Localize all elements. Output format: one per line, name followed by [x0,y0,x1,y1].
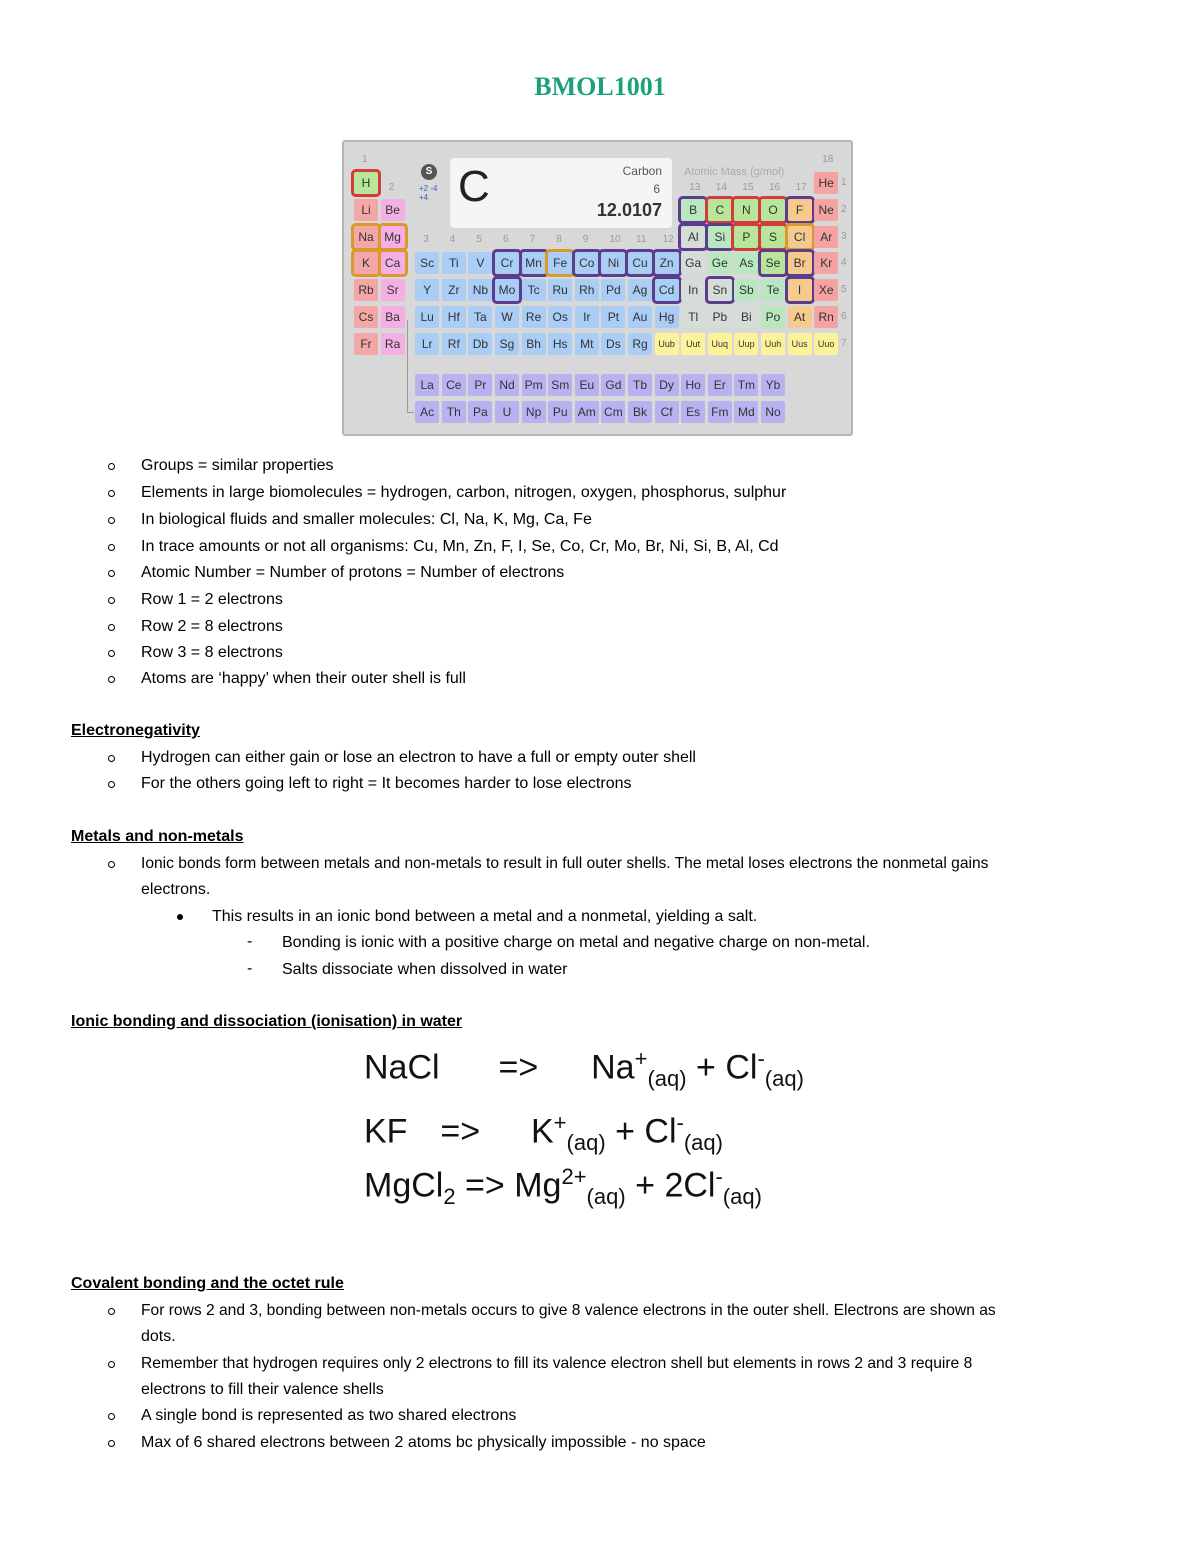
group-number: 2 [388,182,395,193]
oxidation-states [419,184,437,202]
element-cell-fr: Fr [354,333,378,355]
element-cell-mo: Mo [495,279,519,301]
element-cell-cd: Cd [655,279,679,301]
eq-lhs: MgCl [364,1166,444,1205]
dash-bullet-icon: - [247,960,253,977]
element-cell-ra: Ra [381,333,405,355]
circle-bullet-icon [108,781,115,788]
element-cell-pa: Pa [468,401,492,423]
atomic-mass-label: Atomic Mass (g/mol) [684,166,785,178]
circle-bullet-icon [108,1308,115,1315]
element-cell-db: Db [468,333,492,355]
element-cell-he: He [814,172,838,194]
period-number: 2 [841,203,847,215]
element-cell-lr: Lr [415,333,439,355]
eq-ion2: Cl [725,1048,758,1087]
element-cell-cm: Cm [601,401,625,423]
element-cell-no: No [761,401,785,423]
element-cell-ru: Ru [548,279,572,301]
eq-ion1: Mg [514,1166,562,1205]
element-cell-uuq: Uuq [708,333,732,355]
element-cell-sr: Sr [381,279,405,301]
eq-ion1-charge: + [634,1046,648,1071]
list-item-text: Atomic Number = Number of protons = Number of electrons [141,564,565,581]
eq-arrow: => [498,1048,539,1087]
detail-mass: 12.0107 [596,200,662,220]
element-cell-zn: Zn [655,252,679,274]
element-cell-sc: Sc [415,252,439,274]
element-cell-uup: Uup [734,333,758,355]
element-cell-co: Co [575,252,599,274]
element-cell-sb: Sb [734,279,758,301]
element-cell-se: Se [761,252,785,274]
metals-subsub-item: Salts dissociate when dissolved in water [282,961,568,978]
element-cell-md: Md [734,401,758,423]
element-cell-uuh: Uuh [761,333,785,355]
element-cell-bh: Bh [522,333,546,355]
circle-bullet-icon [108,624,115,631]
element-cell-gd: Gd [601,374,625,396]
element-cell-ni: Ni [601,252,625,274]
list-item-text: Groups = similar properties [141,457,334,474]
group-number: 4 [449,234,456,245]
element-cell-cs: Cs [354,306,378,328]
element-cell-sg: Sg [495,333,519,355]
eq-ion1: K [530,1112,554,1151]
circle-bullet-icon [108,570,115,577]
eq-aq: (aq) [586,1184,626,1210]
eq-aq: (aq) [647,1066,687,1092]
metals-item-line1: Ionic bonds form between metals and non-metals to result in full outer shells. The metal loses electrons the nonmetal gains [141,855,989,872]
element-cell-nd: Nd [495,374,519,396]
element-cell-in: In [681,279,705,301]
eq-aq: (aq) [566,1130,606,1156]
element-cell-er: Er [708,374,732,396]
element-cell-nb: Nb [468,279,492,301]
element-cell-uub: Uub [655,333,679,355]
circle-bullet-icon [108,1440,115,1447]
element-cell-pm: Pm [522,374,546,396]
list-item-text: Elements in large biomolecules = hydrogen, carbon, nitrogen, oxygen, phosphorus, sulphur [141,484,787,501]
element-cell-pd: Pd [601,279,625,301]
eq-ion2: Cl [644,1112,677,1151]
element-cell-po: Po [761,306,785,328]
element-cell-k: K [354,252,378,274]
group-number: 16 [769,182,781,193]
element-cell-mn: Mn [522,252,546,274]
element-cell-hg: Hg [655,306,679,328]
detail-name: Carbon [622,164,662,178]
group-number: 1 [362,154,368,165]
element-cell-ta: Ta [468,306,492,328]
element-cell-tb: Tb [628,374,652,396]
circle-bullet-icon [108,650,115,657]
element-cell-ca: Ca [381,252,405,274]
eq-plus: + [615,1112,635,1151]
group-number: 17 [795,182,807,193]
group-number: 9 [582,234,589,245]
element-cell-be: Be [381,199,405,221]
element-cell-os: Os [548,306,572,328]
element-cell-rb: Rb [354,279,378,301]
element-cell-dy: Dy [655,374,679,396]
element-cell-fm: Fm [708,401,732,423]
eq-ion1-charge: 2+ [561,1164,587,1189]
element-cell-y: Y [415,279,439,301]
circle-bullet-icon [108,597,115,604]
group-number: 3 [423,234,429,245]
element-cell-rn: Rn [814,306,838,328]
eq-ion2-charge: - [757,1046,765,1071]
group-number: 10 [609,234,621,245]
element-cell-cu: Cu [628,252,652,274]
metals-sub-item: This results in an ionic bond between a metal and a nonmetal, yielding a salt. [212,908,758,925]
element-cell-ac: Ac [415,401,439,423]
element-cell-at: At [788,306,812,328]
covalent-heading: Covalent bonding and the octet rule [71,1275,344,1292]
element-cell-o: O [761,199,785,221]
element-cell-cr: Cr [495,252,519,274]
detail-atomic-number: 6 [653,182,660,196]
element-cell-ar: Ar [814,226,838,248]
element-cell-rh: Rh [575,279,599,301]
element-cell-la: La [415,374,439,396]
group-number: 6 [503,234,509,245]
circle-bullet-icon [108,755,115,762]
element-cell-si: Si [708,226,732,248]
group-number: 7 [529,234,536,245]
element-cell-sn: Sn [708,279,732,301]
eq-lhs-sub: 2 [443,1184,456,1210]
oxidation-3: +4 [419,193,429,202]
element-cell-v: V [468,252,492,274]
element-cell-fe: Fe [548,252,572,274]
element-cell-f: F [788,199,812,221]
period-number: 7 [841,337,847,349]
list-item-text: Row 1 = 2 electrons [141,591,283,608]
f-block-bracket [407,320,414,413]
element-cell-xe: Xe [814,279,838,301]
element-cell-al: Al [681,226,705,248]
element-cell-uus: Uus [788,333,812,355]
period-number: 4 [841,257,847,269]
eq-plus: + [696,1048,716,1087]
group-number: 11 [636,234,647,245]
element-cell-au: Au [628,306,652,328]
element-cell-pb: Pb [708,306,732,328]
group-number: 15 [742,182,754,193]
eq-aq: (aq) [722,1184,762,1210]
element-cell-li: Li [354,199,378,221]
element-cell-mg: Mg [381,226,405,248]
circle-bullet-icon [108,1413,115,1420]
s-icon: S [421,164,437,180]
element-cell-ho: Ho [681,374,705,396]
metals-heading: Metals and non-metals [71,828,244,845]
list-item-text: For the others going left to right = It becomes harder to lose electrons [141,775,632,792]
circle-bullet-icon [108,676,115,683]
eq-ion1-charge: + [553,1110,567,1135]
element-cell-lu: Lu [415,306,439,328]
element-cell-bi: Bi [734,306,758,328]
period-number: 1 [841,177,847,188]
dot-bullet-icon [177,914,183,920]
element-cell-zr: Zr [442,279,466,301]
element-cell-es: Es [681,401,705,423]
detail-symbol: C [458,162,490,211]
list-item-text: In biological fluids and smaller molecules: Cl, Na, K, Mg, Ca, Fe [141,511,592,528]
element-cell-te: Te [761,279,785,301]
periodic-table-image [342,140,853,436]
circle-bullet-icon [108,544,115,551]
element-cell-ga: Ga [681,252,705,274]
element-cell-sm: Sm [548,374,572,396]
element-cell-hf: Hf [442,306,466,328]
element-cell-ds: Ds [601,333,625,355]
element-cell-np: Np [522,401,546,423]
metals-subsub-item: Bonding is ionic with a positive charge on metal and negative charge on non-metal. [282,934,870,951]
eq-arrow: => [465,1166,505,1205]
metals-item-line2: electrons. [141,881,211,898]
circle-bullet-icon [108,1361,115,1368]
page-title: BMOL1001 [534,72,666,101]
oxidation-1: +2 [419,184,429,193]
element-cell-bk: Bk [628,401,652,423]
circle-bullet-icon [108,463,115,470]
element-cell-pu: Pu [548,401,572,423]
group-number: 5 [476,234,482,245]
element-cell-eu: Eu [575,374,599,396]
circle-bullet-icon [108,861,115,868]
element-cell-am: Am [575,401,599,423]
eq-aq: (aq) [683,1130,723,1156]
element-cell-p: P [734,226,758,248]
ionic-heading: Ionic bonding and dissociation (ionisation) in water [71,1013,463,1030]
element-cell-ag: Ag [628,279,652,301]
eq-aq: (aq) [764,1066,804,1092]
element-cell-re: Re [522,306,546,328]
element-cell-uut: Uut [681,333,705,355]
period-number: 6 [841,311,847,322]
element-cell-h: H [354,172,378,194]
list-item-text: Row 3 = 8 electrons [141,644,283,661]
oxidation-2: -4 [430,184,438,193]
list-item-text: Row 2 = 8 electrons [141,618,283,635]
element-cell-ir: Ir [575,306,599,328]
element-cell-ge: Ge [708,252,732,274]
covalent-item-line1: Remember that hydrogen requires only 2 electrons to fill its valence electron shell but elements in rows 2 and 3 require 8 [141,1355,973,1372]
equation-nacl [364,1046,804,1092]
element-cell-cl: Cl [788,226,812,248]
element-cell-ba: Ba [381,306,405,328]
period-number: 5 [841,284,847,296]
element-cell-i: I [788,279,812,301]
element-cell-rg: Rg [628,333,652,355]
element-cell-yb: Yb [761,374,785,396]
element-cell-ce: Ce [442,374,466,396]
element-cell-u: U [495,401,519,423]
eq-plus: + [635,1166,655,1205]
element-cell-s: S [761,226,785,248]
eq-lhs: KF [364,1112,408,1151]
group-number: 8 [556,234,562,245]
eq-ion2-charge: - [715,1164,723,1189]
group-number: 18 [822,154,834,165]
circle-bullet-icon [108,490,115,497]
element-cell-b: B [681,199,705,221]
group-number: 12 [662,234,674,245]
eq-ion1: Na [591,1048,635,1087]
element-cell-pr: Pr [468,374,492,396]
element-cell-w: W [495,306,519,328]
list-item-text: In trace amounts or not all organisms: Cu, Mn, Zn, F, I, Se, Co, Cr, Mo, Br, Ni, Si, B, Al, Cd [141,538,779,555]
group-number: 14 [715,182,727,193]
element-cell-kr: Kr [814,252,838,274]
period-number: 3 [841,230,847,242]
element-cell-tc: Tc [522,279,546,301]
element-cell-as: As [734,252,758,274]
eq-ion2-charge: - [676,1110,684,1135]
element-cell-rf: Rf [442,333,466,355]
element-cell-uuo: Uuo [814,333,838,355]
element-detail-card [450,158,672,228]
element-cell-tm: Tm [734,374,758,396]
eq-ion2: 2Cl [664,1166,716,1205]
covalent-item-line1: For rows 2 and 3, bonding between non-metals occurs to give 8 valence electrons in the outer shell. Electrons are shown as [141,1302,996,1319]
covalent-item-line1: A single bond is represented as two shared electrons [141,1407,517,1424]
eq-arrow: => [440,1112,481,1151]
covalent-item-line1: Max of 6 shared electrons between 2 atoms bc physically impossible - no space [141,1434,706,1451]
element-cell-ne: Ne [814,199,838,221]
element-cell-cf: Cf [655,401,679,423]
element-cell-na: Na [354,226,378,248]
element-cell-ti: Ti [442,252,466,274]
list-item-text: Atoms are ‘happy’ when their outer shell is full [141,670,466,687]
dash-bullet-icon: - [247,933,253,950]
element-cell-tl: Tl [681,306,705,328]
list-item-text: Hydrogen can either gain or lose an electron to have a full or empty outer shell [141,749,696,766]
element-cell-mt: Mt [575,333,599,355]
electronegativity-heading: Electronegativity [71,722,200,739]
element-cell-th: Th [442,401,466,423]
element-cell-n: N [734,199,758,221]
covalent-item-line2: electrons to fill their valence shells [141,1381,384,1398]
circle-bullet-icon [108,517,115,524]
equation-kf [364,1110,723,1156]
element-cell-c: C [708,199,732,221]
equation-mgcl2 [364,1164,762,1210]
covalent-item-line2: dots. [141,1328,176,1345]
eq-lhs: NaCl [364,1048,440,1087]
element-cell-br: Br [788,252,812,274]
element-cell-hs: Hs [548,333,572,355]
element-cell-pt: Pt [601,306,625,328]
group-number: 13 [689,182,701,193]
